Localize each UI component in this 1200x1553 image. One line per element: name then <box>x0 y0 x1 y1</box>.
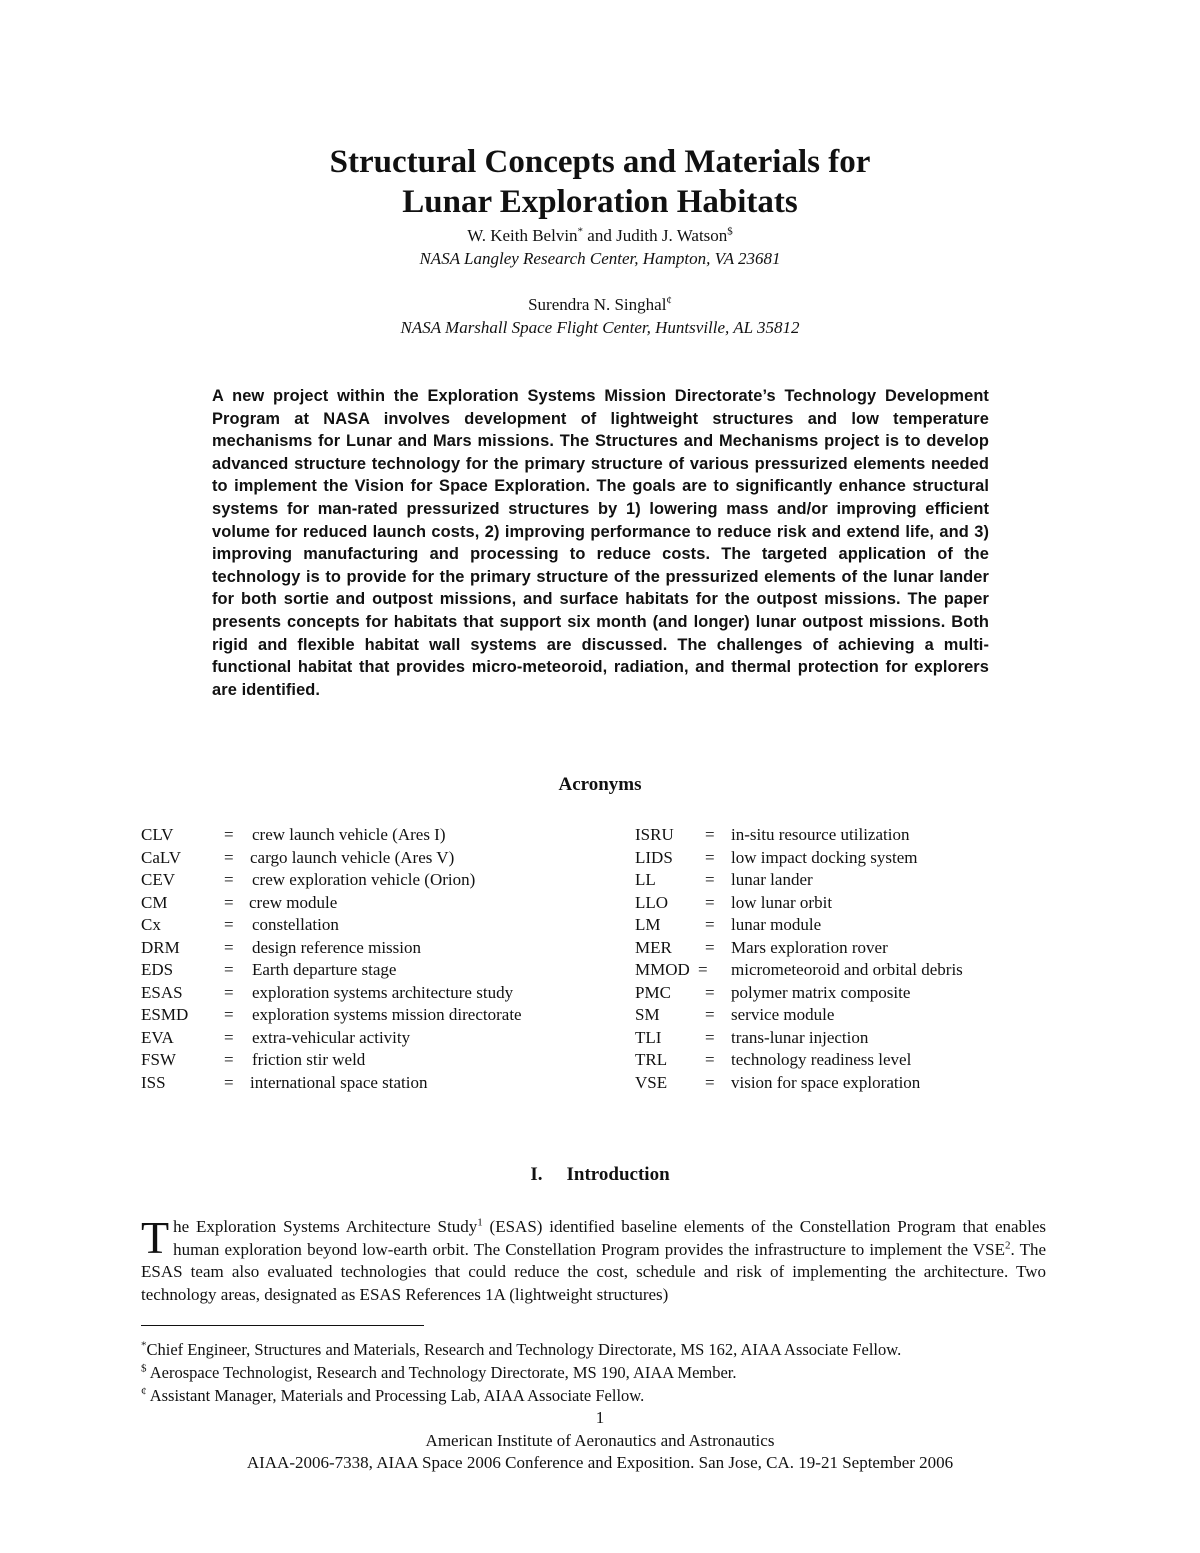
footnote-mark: $ <box>141 1362 147 1375</box>
acronym-abbr: VSE <box>635 1072 668 1092</box>
author-names-b: and Judith J. Watson <box>583 226 728 245</box>
acronym-equals: = <box>698 960 708 979</box>
reference-1: 1 <box>477 1216 483 1229</box>
acronym-abbr: SM <box>635 1005 660 1024</box>
acronym-abbr: CLV <box>141 825 174 844</box>
acronym-equals: = <box>705 1050 715 1069</box>
acronym-definition: friction stir weld <box>252 1050 366 1069</box>
citation-line: AIAA-2006-7338, AIAA Space 2006 Conference and Exposition. San Jose, CA. 19-21 September 2006 <box>246 1453 954 1472</box>
acronym-definition: low lunar orbit <box>731 892 833 912</box>
acronym-equals: = <box>705 1005 715 1024</box>
acronym-equals: = <box>224 1050 234 1069</box>
acronym-definition: low impact docking system <box>731 847 918 867</box>
acronym-abbr: TRL <box>635 1050 668 1069</box>
acronym-equals: = <box>224 870 234 889</box>
acronym-abbr: CaLV <box>141 847 181 867</box>
acronym-definition: polymer matrix composite <box>731 982 911 1002</box>
acronym-abbr: LL <box>635 870 656 889</box>
acronym-equals: = <box>224 892 234 912</box>
footnote-3 <box>141 1386 644 1406</box>
acronym-definition: exploration systems mission directorate <box>252 1005 522 1024</box>
acronym-definition: design reference mission <box>252 937 421 957</box>
acronym-abbr: LM <box>635 915 661 934</box>
acronym-definition: technology readiness level <box>731 1050 912 1069</box>
footnote-text: Chief Engineer, Structures and Materials, Research and Technology Directorate, MS 162, AIAA Associate Fellow. <box>146 1340 902 1359</box>
title-line-1: Structural Concepts and Materials for <box>329 144 871 180</box>
intro-text-b: (ESAS) identified baseline elements of the Constellation Program that enables human exploration beyond low-earth orbit. The Constellation Program provides the infrastructure to implement the VSE <box>173 1217 1046 1259</box>
author-line-1 <box>0 226 1200 246</box>
footnote-text: Assistant Manager, Materials and Processing Lab, AIAA Associate Fellow. <box>146 1386 645 1405</box>
acronym-abbr: CEV <box>141 870 175 889</box>
acronym-abbr: EDS <box>141 960 174 979</box>
acronym-definition: in-situ resource utilization <box>731 825 910 844</box>
acronym-abbr: EVA <box>141 1027 174 1047</box>
footnote-1 <box>141 1340 901 1360</box>
acronym-definition: extra-vehicular activity <box>252 1027 411 1047</box>
footnote-mark-cent: ¢ <box>666 294 672 307</box>
intro-text-a: he Exploration Systems Architecture Study <box>173 1217 478 1236</box>
acronym-equals: = <box>705 892 715 912</box>
acronym-equals: = <box>705 1072 715 1092</box>
acronym-equals: = <box>705 915 715 934</box>
acronym-definition: lunar lander <box>731 870 813 889</box>
acronym-equals: = <box>705 982 715 1002</box>
acronym-equals: = <box>705 825 715 844</box>
acronym-abbr: CM <box>141 892 168 912</box>
acronym-equals: = <box>224 982 234 1002</box>
acronym-equals: = <box>705 1027 715 1047</box>
section-title: Introduction <box>566 1164 670 1185</box>
affiliation-1: NASA Langley Research Center, Hampton, VA 23681 <box>419 249 781 268</box>
acronym-definition: crew launch vehicle (Ares I) <box>252 825 446 844</box>
abstract: A new project within the Exploration Systems Mission Directorate’s Technology Development Program at NASA involves development of lightweight structures and low temperature mechanisms for Lunar and Mars missions. The Structures and Mechanisms project is to develop advanced structure technology for the primary structure of various pressurized elements needed to implement the Vision for Space Exploration. The goals are to significantly enhance structural systems for man-rated pressurized structures by 1) lowering mass and/or improving efficient volume for reduced launch costs, 2) improving performance to reduce risk and extend life, and 3) improving manufacturing and processing to reduce costs. The targeted application of the technology is to provide for the primary structure of the pressurized elements of the lunar lander for both sortie and outpost missions, and surface habitats for the outpost missions. The paper presents concepts for habitats that support six month (and longer) lunar outpost missions. Both rigid and flexible habitat wall systems are discussed. The challenges of achieving a multi-functional habitat that provides micro-meteoroid, radiation, and thermal protection for explorers are identified. <box>212 387 989 699</box>
acronym-definition: Mars exploration rover <box>731 937 888 957</box>
acronym-definition: service module <box>731 1005 835 1024</box>
acronym-abbr: LLO <box>635 892 669 912</box>
acronym-definition: international space station <box>250 1072 428 1092</box>
acronym-abbr: DRM <box>141 937 180 957</box>
acronym-definition: cargo launch vehicle (Ares V) <box>250 847 455 867</box>
author-name-singhal: Surendra N. Singhal <box>528 295 667 314</box>
acronym-abbr: ESAS <box>141 982 183 1002</box>
acronym-abbr: PMC <box>635 982 671 1002</box>
acronym-abbr: Cx <box>141 915 161 934</box>
acronym-definition: crew exploration vehicle (Orion) <box>252 870 476 889</box>
footnote-text: Aerospace Technologist, Research and Technology Directorate, MS 190, AIAA Member. <box>146 1363 737 1382</box>
paper-title <box>0 142 1200 222</box>
footnote-divider <box>141 1325 424 1326</box>
author-line-2 <box>0 295 1200 315</box>
acronym-abbr: ISRU <box>635 825 674 844</box>
footnote-mark-star: * <box>577 225 584 238</box>
acronym-definition: micrometeoroid and orbital debris <box>731 960 963 979</box>
acronym-definition: exploration systems architecture study <box>252 982 514 1002</box>
section-number: I. <box>530 1164 543 1185</box>
footnote-mark: * <box>141 1339 147 1352</box>
acronym-abbr: ISS <box>141 1072 166 1092</box>
acronym-equals: = <box>224 1027 234 1047</box>
acronym-definition: crew module <box>249 892 338 912</box>
publisher-line: American Institute of Aeronautics and Astronautics <box>425 1431 775 1450</box>
intro-text-c: . The ESAS team also evaluated technologies that could reduce the cost, schedule and risk of implementing the architecture. Two technology areas, designated as ESAS References 1A (lightweight structures) <box>141 1239 1046 1304</box>
footnote-2 <box>141 1363 737 1383</box>
author-names-a: W. Keith Belvin <box>467 226 578 245</box>
acronym-definition: constellation <box>252 915 339 934</box>
acronym-abbr: TLI <box>635 1027 662 1047</box>
acronym-definition: Earth departure stage <box>252 960 397 979</box>
acronym-definition: vision for space exploration <box>731 1072 921 1092</box>
introduction-paragraph <box>141 1212 1046 1306</box>
acronym-equals: = <box>705 847 715 867</box>
footnote-mark-dollar: $ <box>727 225 733 238</box>
reference-2: 2 <box>1004 1238 1011 1251</box>
acronym-equals: = <box>224 960 234 979</box>
acronym-equals: = <box>224 1072 234 1092</box>
acronym-equals: = <box>224 937 234 957</box>
acronyms-heading: Acronyms <box>558 774 642 795</box>
acronym-equals: = <box>224 1005 234 1024</box>
acronym-equals: = <box>224 915 234 934</box>
acronym-definition: trans-lunar injection <box>731 1027 869 1047</box>
title-line-2: Lunar Exploration Habitats <box>402 184 798 220</box>
acronym-abbr: LIDS <box>635 847 673 867</box>
acronym-definition: lunar module <box>731 915 822 934</box>
acronym-equals: = <box>705 937 715 957</box>
acronym-equals: = <box>224 847 234 867</box>
footnote-mark: ¢ <box>141 1385 147 1398</box>
acronym-abbr: ESMD <box>141 1005 189 1024</box>
introduction-heading <box>0 1164 1200 1186</box>
acronym-abbr: FSW <box>141 1050 176 1069</box>
acronym-abbr: MMOD <box>635 960 690 979</box>
acronym-abbr: MER <box>635 937 672 957</box>
acronym-equals: = <box>224 825 234 844</box>
acronym-equals: = <box>705 870 715 889</box>
drop-cap: T <box>141 1212 170 1263</box>
page-number: 1 <box>595 1408 605 1427</box>
affiliation-2: NASA Marshall Space Flight Center, Huntsville, AL 35812 <box>400 318 800 337</box>
